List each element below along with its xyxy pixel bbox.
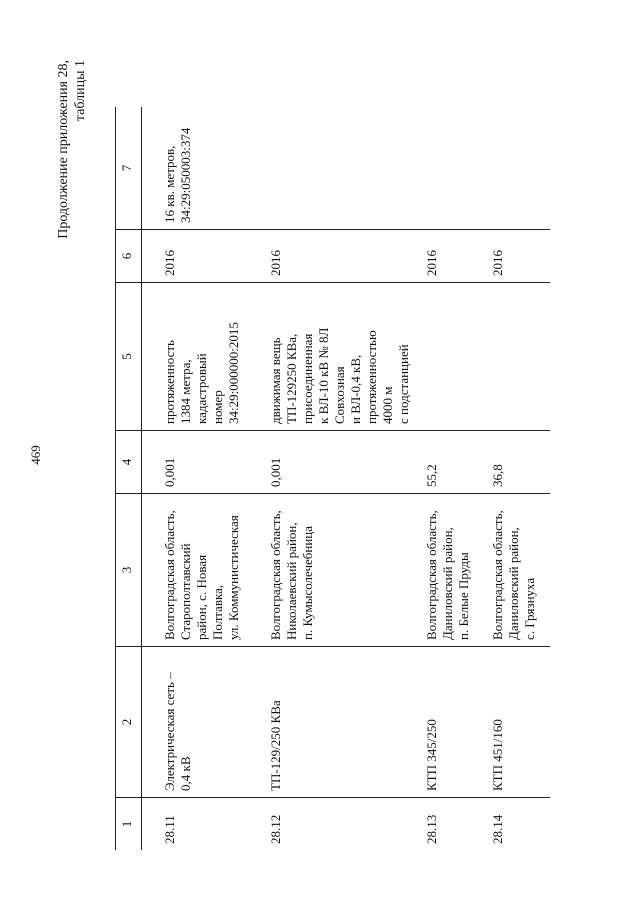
object-value: 0,001: [142, 431, 263, 494]
table-row: [418, 107, 484, 850]
object-address: Волгоградская область, Даниловский район, п. Белые Пруды: [418, 494, 484, 647]
object-year: 2016: [262, 230, 418, 283]
object-name: КТП 451/160: [484, 647, 550, 798]
table-header-row: [116, 107, 142, 850]
column-header: 7: [116, 107, 142, 230]
table-row: [484, 107, 550, 850]
object-name: Электрическая сеть – 0,4 кВ: [142, 647, 263, 798]
row-number: 28.13: [424, 814, 439, 844]
page-number: 469: [28, 445, 43, 465]
object-note: [262, 107, 418, 230]
row-number: 28.14: [490, 814, 505, 844]
row-number: 28.11: [162, 815, 177, 844]
column-header: 4: [116, 431, 142, 494]
object-name: КТП 345/250: [418, 647, 484, 798]
object-value: 36,8: [484, 431, 550, 494]
property-table: [115, 107, 550, 850]
column-header: 1: [116, 798, 142, 851]
row-number: 28.12: [268, 814, 283, 844]
object-description: движимая вещь ТП-129250 КВа, присоединенная к ВЛ-10 кВ № 8Л Совхозная и ВЛ-0,4 кВ, протяженностью 4000 м с подстанцией: [262, 283, 418, 431]
continuation-line-2: таблицы 1: [73, 60, 88, 122]
object-year: 2016: [142, 230, 263, 283]
column-header: 2: [116, 647, 142, 798]
object-value: 0,001: [262, 431, 418, 494]
object-description: [484, 283, 550, 431]
column-header: 6: [116, 230, 142, 283]
object-name: ТП-129/250 КВа: [262, 647, 418, 798]
object-description: [418, 283, 484, 431]
object-address: Волгоградская область, Николаевский район, п. Кумысолечебница: [262, 494, 418, 647]
table-row: [262, 107, 418, 850]
object-note: [418, 107, 484, 230]
table-row: [142, 107, 263, 850]
column-header: 3: [116, 494, 142, 647]
object-year: 2016: [418, 230, 484, 283]
continuation-line-1: Продолжение приложения 28,: [56, 60, 71, 239]
object-address: Волгоградская область, Даниловский район, с. Грязнуха: [484, 494, 550, 647]
object-value: 55,2: [418, 431, 484, 494]
object-note: [484, 107, 550, 230]
continuation-note: [55, 60, 89, 239]
column-header: 5: [116, 283, 142, 431]
object-year: 2016: [484, 230, 550, 283]
object-address: Волгоградская область, Старополтавский район, с. Новая Полтавка, ул. Коммунистическая: [142, 494, 263, 647]
object-note: 16 кв. метров, 34:29:050003:374: [142, 107, 263, 230]
object-description: протяженность 1384 метра, кадастровый номер 34:29:000000:2015: [142, 283, 263, 431]
